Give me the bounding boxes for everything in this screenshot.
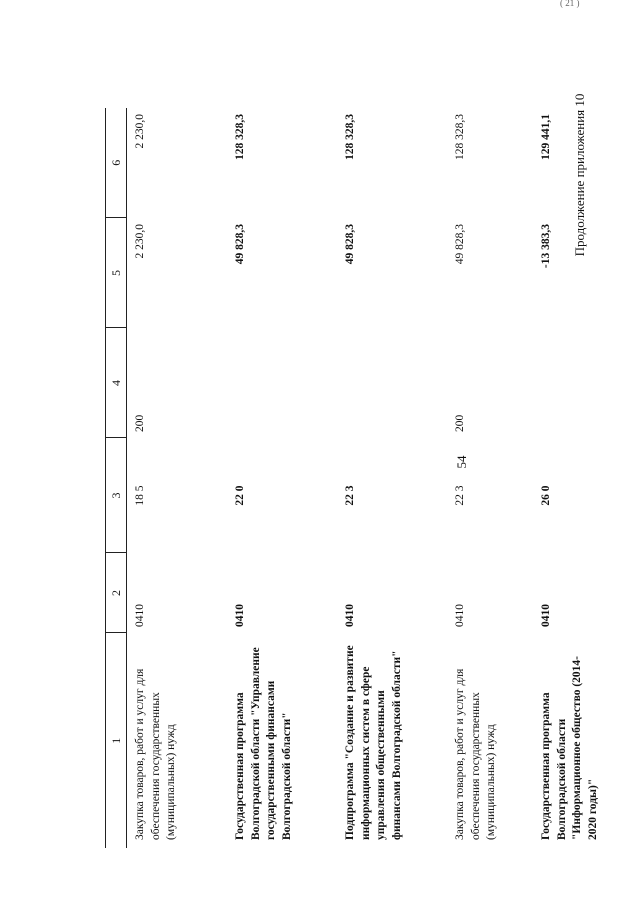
row-amount-5: 49 828,3 <box>344 224 356 265</box>
continuation-caption: Продолжение приложения 10 <box>572 93 587 257</box>
col-header-5: 5 <box>106 218 127 328</box>
col-header-1: 1 <box>106 633 127 848</box>
row-target: 18 5 <box>134 485 146 506</box>
page-number: 54 <box>454 455 469 469</box>
row-name: Закупка товаров, работ и услуг для обеспечения государственных (муниципальных) нужд <box>454 668 498 840</box>
row-section: 0410 <box>454 604 466 627</box>
row-expense-type <box>337 328 447 438</box>
col-header-6: 6 <box>106 108 127 218</box>
row-amount-6: 128 328,3 <box>234 114 246 160</box>
row-amount-6: 128 328,3 <box>454 114 466 160</box>
row-target: 22 0 <box>234 485 246 506</box>
scan-mark: ( 21 ) <box>560 0 580 8</box>
row-name: Подпрограмма "Создание и развитие информационных систем в сфере управления общественными финансами Волгоградской области" <box>344 645 403 840</box>
row-expense-type <box>533 328 627 438</box>
row-target: 26 0 <box>540 485 552 506</box>
row-amount-6: 128 328,3 <box>344 114 356 160</box>
table-row <box>127 108 228 848</box>
budget-table <box>105 108 627 848</box>
row-target: 22 3 <box>454 485 466 506</box>
row-section: 0410 <box>234 604 246 627</box>
row-name: Закупка товаров, работ и услуг для обеспечения государственных (муниципальных) нужд <box>134 668 178 840</box>
col-header-2: 2 <box>106 553 127 633</box>
row-section: 0410 <box>344 604 356 627</box>
row-section: 0410 <box>134 604 146 627</box>
row-amount-5: 2 230,0 <box>134 224 146 259</box>
row-section: 0410 <box>540 604 552 627</box>
row-name: Государственная программа Волгоградской области "Информационное общество (2014-2020 годы)" <box>540 656 599 840</box>
row-name: Государственная программа Волгоградской области "Управление государственными финансами Волгоградской области" <box>234 647 293 840</box>
row-expense-type: 200 <box>134 414 146 432</box>
row-amount-5: 49 828,3 <box>454 224 466 265</box>
table-row <box>227 108 337 848</box>
row-amount-5: -13 383,3 <box>540 224 552 269</box>
row-amount-6: 129 441,1 <box>540 114 552 160</box>
row-amount-6: 2 230,0 <box>134 114 146 149</box>
table-row <box>447 108 533 848</box>
row-expense-type: 200 <box>454 414 466 432</box>
row-expense-type <box>227 328 337 438</box>
row-target: 22 3 <box>344 485 356 506</box>
table-row <box>533 108 627 848</box>
col-header-3: 3 <box>106 438 127 553</box>
row-amount-5: 49 828,3 <box>234 224 246 265</box>
table-row <box>337 108 447 848</box>
col-header-4: 4 <box>106 328 127 438</box>
header-row <box>106 108 127 848</box>
